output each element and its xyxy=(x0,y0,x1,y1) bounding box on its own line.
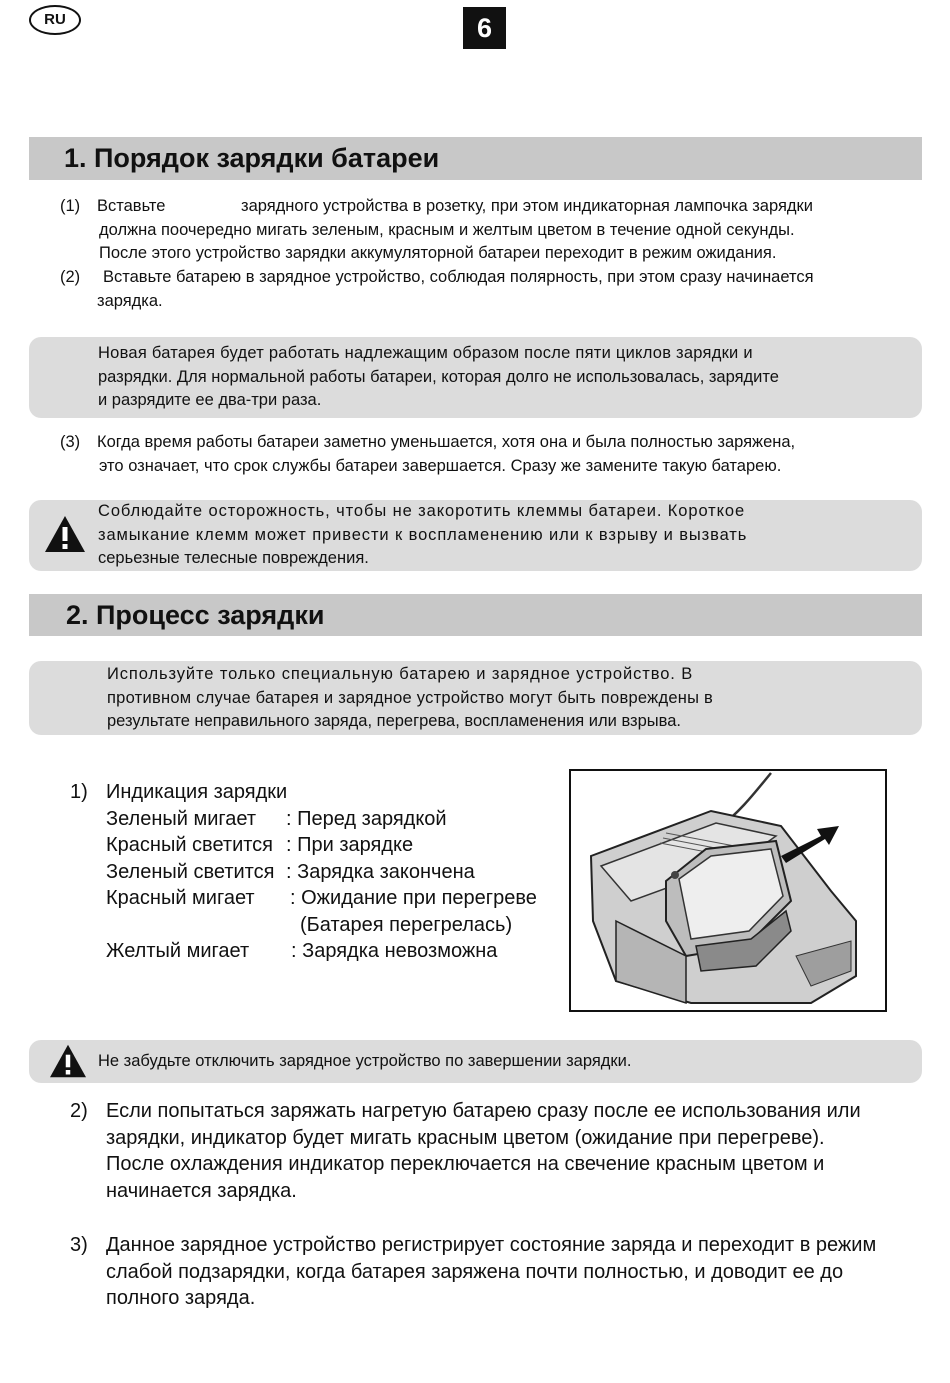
item-text: После охлаждения индикатор переключается на свечение красным цветом и xyxy=(106,1153,825,1175)
item-text: зарядки, индикатор будет мигать красным цветом (ожидание при перегреве). xyxy=(106,1126,825,1149)
note-box xyxy=(29,661,922,735)
item-text: зарядного устройства в розетку, при этом индикаторная лампочка зарядки xyxy=(241,197,813,215)
item-number: 1) xyxy=(70,781,88,803)
note-line: Используйте только специальную батарею и зарядное устройство. В xyxy=(107,665,694,683)
item-text: Вставьте xyxy=(97,197,166,215)
warning-box xyxy=(29,500,922,571)
indication-meaning: : Зарядка невозможна xyxy=(291,940,498,962)
warning-line: замыкание клемм может привести к воспламенению или к взрыву и вызвать xyxy=(98,525,748,544)
item-number: (1) xyxy=(60,197,81,215)
item-number: 3) xyxy=(70,1234,88,1256)
warning-line: серьезные телесные повреждения. xyxy=(98,549,369,567)
item-number: (3) xyxy=(60,433,81,451)
item-text: полного заряда. xyxy=(106,1287,256,1309)
indication-meaning: : При зарядке xyxy=(286,834,414,856)
item-text: это означает, что срок службы батареи завершается. Сразу же замените такую батарею. xyxy=(99,456,782,475)
indication-title: Индикация зарядки xyxy=(106,781,288,803)
indication-state: Красный мигает xyxy=(106,887,255,909)
item-text: Вставьте батарею в зарядное устройство, соблюдая полярность, при этом сразу начинается xyxy=(103,268,814,286)
warning-box xyxy=(29,1040,922,1083)
indication-state: Желтый мигает xyxy=(106,940,250,962)
warning-line: Соблюдайте осторожность, чтобы не закоротить клеммы батареи. Короткое xyxy=(98,502,746,520)
indication-meaning: : Зарядка закончена xyxy=(286,860,475,883)
note-line: результате неправильного заряда, перегрева, воспламенения или взрыва. xyxy=(107,712,681,730)
item-text: После этого устройство зарядки аккумуляторной батареи переходит в режим ожидания. xyxy=(99,244,777,262)
warning-line: Не забудьте отключить зарядное устройство по завершении зарядки. xyxy=(98,1052,632,1070)
item-number: (2) xyxy=(60,268,81,286)
note-line: и разрядите ее два-три раза. xyxy=(98,391,322,409)
item-text: должна поочередно мигать зеленым, красным и желтым цветом в течение одной секунды. xyxy=(99,220,795,239)
charger-illustration xyxy=(569,769,887,1012)
indication-state: Красный светится xyxy=(106,834,274,856)
warning-icon xyxy=(43,514,87,554)
note-box xyxy=(29,337,922,418)
warning-icon xyxy=(48,1043,88,1079)
indication-state: Зеленый светится xyxy=(106,860,275,883)
section-2-title: 2. Процесс зарядки xyxy=(29,594,922,636)
charger-drawing xyxy=(571,771,885,1010)
indication-meaning: : Ожидание при перегреве xyxy=(290,887,537,909)
charge-indication xyxy=(70,779,560,969)
page-number: 6 xyxy=(463,7,506,49)
item-2-3 xyxy=(70,1232,930,1316)
item-text: начинается зарядка. xyxy=(106,1179,297,1202)
section-1-title: 1. Порядок зарядки батареи xyxy=(29,137,922,180)
note-line: противном случае батарея и зарядное устройство могут быть повреждены в xyxy=(107,688,714,707)
item-text: Если попытаться заряжать нагретую батарею сразу после ее использования или xyxy=(106,1100,861,1122)
indication-meaning: (Батарея перегрелась) xyxy=(300,913,513,936)
item-number: 2) xyxy=(70,1100,88,1122)
item-text: зарядка. xyxy=(97,291,163,310)
item-text: Когда время работы батареи заметно уменьшается, хотя она и была полностью заряжена, xyxy=(97,433,796,451)
indication-meaning: : Перед зарядкой xyxy=(286,807,447,830)
language-badge: RU xyxy=(29,5,81,35)
item-2-2 xyxy=(70,1098,930,1208)
note-line: разрядки. Для нормальной работы батареи, которая долго не использовалась, зарядите xyxy=(98,367,779,386)
item-text: слабой подзарядки, когда батарея заряжена почти полностью, и доводит ее до xyxy=(106,1260,844,1283)
item-text: Данное зарядное устройство регистрирует состояние заряда и переходит в режим xyxy=(106,1234,877,1256)
indication-state: Зеленый мигает xyxy=(106,807,256,830)
note-line: Новая батарея будет работать надлежащим образом после пяти циклов зарядки и xyxy=(98,344,753,362)
